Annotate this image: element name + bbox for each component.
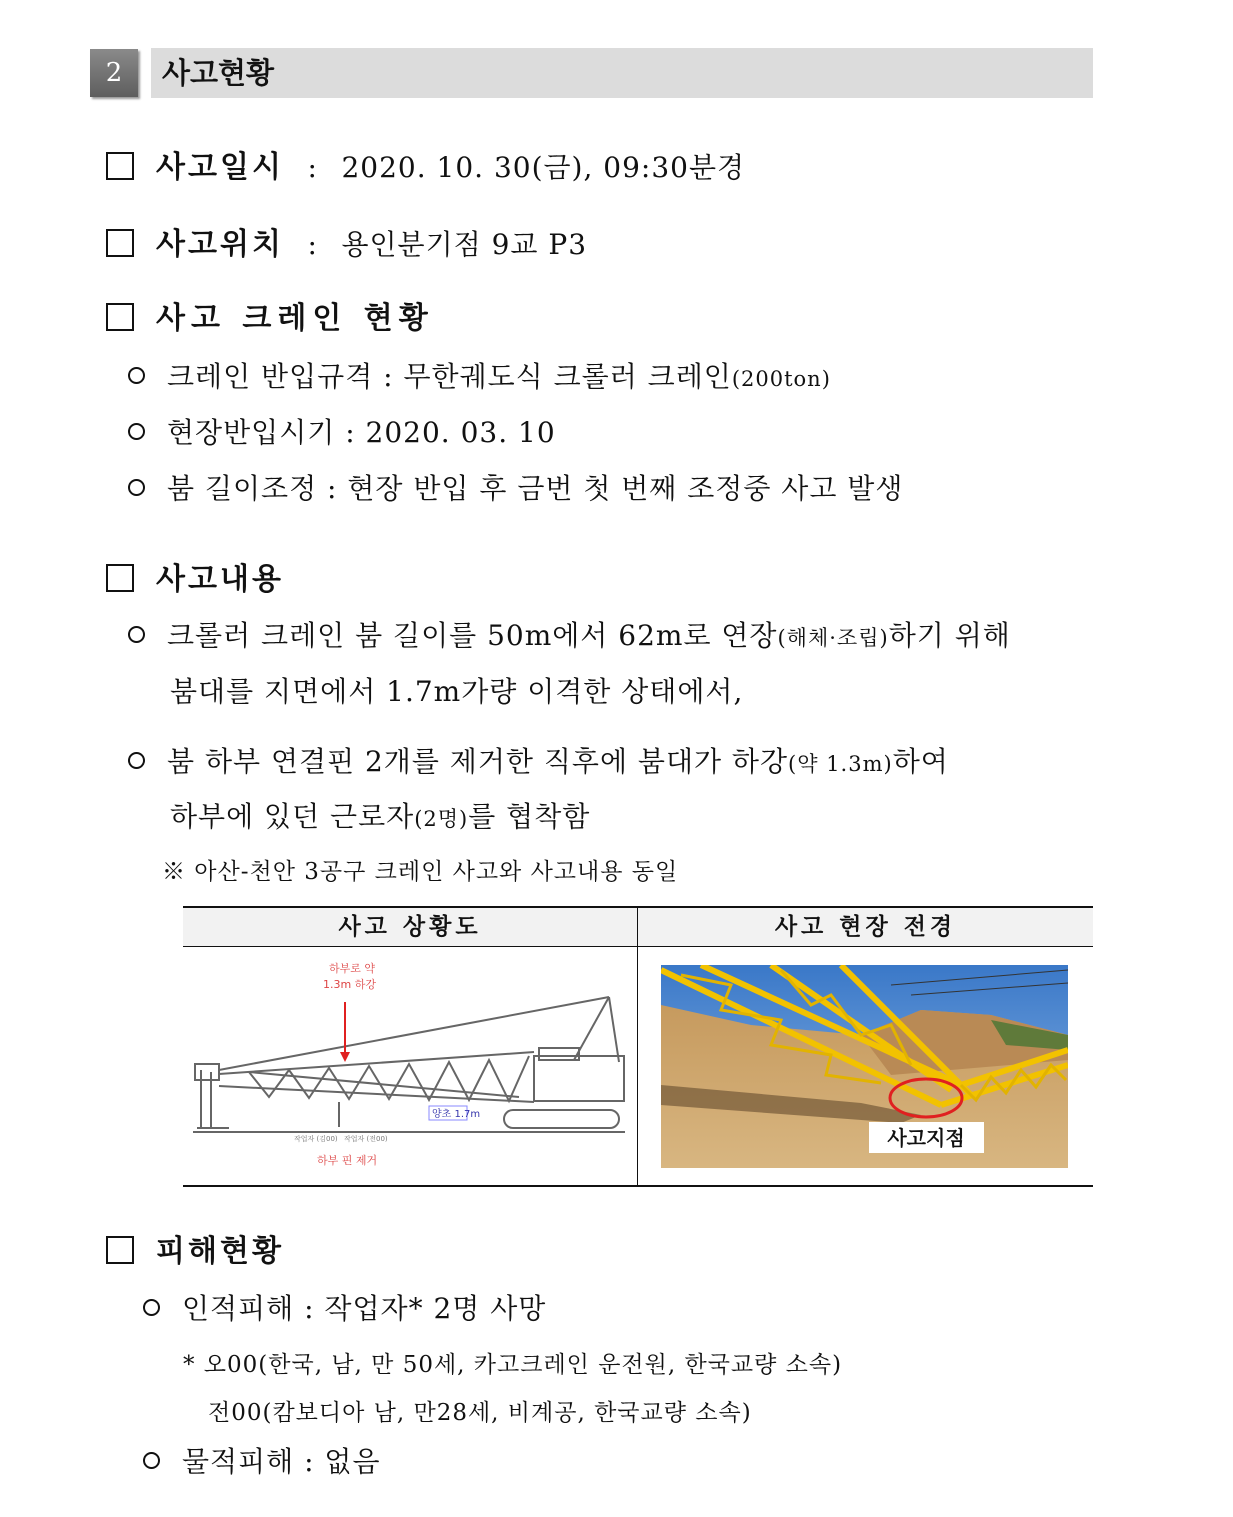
circle-bullet-icon xyxy=(128,752,145,769)
crane-arrival-text: 현장반입시기 : 2020. 03. 10 xyxy=(167,416,556,449)
accident-datetime-label: 사고일시 xyxy=(156,150,284,185)
checkbox-square-icon xyxy=(106,152,134,180)
content-item-2-line1 xyxy=(128,740,949,780)
colon: : xyxy=(307,228,318,261)
circle-bullet-icon xyxy=(128,479,145,496)
diagram-worker-label-1: 작업자 (김00) xyxy=(294,1135,338,1143)
circle-bullet-icon xyxy=(143,1452,160,1469)
victim-1: * 오00(한국, 남, 만 50세, 카고크레인 운전원, 한국교량 소속) xyxy=(183,1352,843,1378)
circle-bullet-icon xyxy=(128,626,145,643)
accident-content-heading: 사고내용 xyxy=(156,562,284,597)
photo-header: 사고 현장 전경 xyxy=(638,908,1093,947)
accident-location-row xyxy=(106,219,587,263)
content-item-1-line2: 붐대를 지면에서 1.7m가량 이격한 상태에서, xyxy=(170,675,744,708)
crane-accident-diagram xyxy=(189,952,629,1182)
section-number: 2 xyxy=(90,49,138,97)
content-item-2-line2-a: 하부에 있던 근로자 xyxy=(170,800,415,833)
victim-2: 전00(캄보디아 남, 만28세, 비계공, 한국교량 소속) xyxy=(208,1400,752,1426)
damage-heading-row xyxy=(106,1226,284,1270)
boom-adjust-text: 붐 길이조정 : 현장 반입 후 금번 첫 번째 조정중 사고 발생 xyxy=(167,472,904,505)
accident-content-heading-row xyxy=(106,554,284,598)
human-damage-item xyxy=(143,1287,546,1327)
section-title: 사고현황 xyxy=(162,56,275,90)
accident-site-photo xyxy=(661,965,1068,1168)
diagram-worker-label-2: 작업자 (전00) xyxy=(344,1135,388,1143)
damage-heading: 피해현황 xyxy=(156,1234,284,1269)
same-accident-note: ※ 아산-천안 3공구 크레인 사고와 사고내용 동일 xyxy=(162,859,679,885)
crane-spec-item xyxy=(128,355,831,395)
human-damage-text: 인적피해 : 작업자* 2명 사망 xyxy=(182,1292,547,1325)
content-item-2-text-a: 붐 하부 연결핀 2개를 제거한 직후에 붐대가 하강 xyxy=(167,745,789,778)
section-title-bar xyxy=(151,48,1093,98)
accident-location-label: 사고위치 xyxy=(156,227,284,262)
content-item-2-small: (약 1.3m) xyxy=(788,752,893,776)
colon: : xyxy=(307,151,318,184)
crane-spec-text: 크레인 반입규격 : 무한궤도식 크롤러 크레인 xyxy=(167,360,732,393)
circle-bullet-icon xyxy=(143,1299,160,1316)
content-item-1-small: (해체·조립) xyxy=(777,626,889,650)
content-item-1-text-a: 크롤러 크레인 붐 길이를 50m에서 62m로 연장 xyxy=(167,619,778,652)
diagram-drop-label-1: 하부로 약 xyxy=(329,962,376,975)
diagram-drop-label-2: 1.3m 하강 xyxy=(323,978,376,991)
content-item-2-line2-small: (2명) xyxy=(414,807,469,831)
property-damage-item xyxy=(143,1440,381,1480)
content-item-1-line1 xyxy=(128,614,1011,654)
checkbox-square-icon xyxy=(106,1236,134,1264)
content-item-2-line2-b: 를 협착함 xyxy=(468,800,591,833)
content-item-2-line2 xyxy=(170,795,590,835)
checkbox-square-icon xyxy=(106,564,134,592)
accident-location-value: 용인분기점 9교 P3 xyxy=(341,228,588,261)
content-item-1-text-b: 하기 위해 xyxy=(888,619,1011,652)
accident-point-label: 사고지점 xyxy=(887,1126,965,1150)
checkbox-square-icon xyxy=(106,303,134,331)
figure-table xyxy=(183,906,1093,1187)
accident-datetime-value: 2020. 10. 30(금), 09:30분경 xyxy=(341,151,746,184)
diagram-header: 사고 상황도 xyxy=(183,908,637,947)
figure-column-divider xyxy=(637,908,638,1185)
diagram-lift-label: 양초 1.7m xyxy=(432,1109,481,1120)
content-item-2-text-b: 하여 xyxy=(892,745,949,778)
crane-status-heading-row xyxy=(106,293,434,337)
crane-arrival-item xyxy=(128,411,556,451)
crane-spec-small: (200ton) xyxy=(731,367,831,391)
crane-status-heading: 사고 크레인 현황 xyxy=(156,301,434,336)
boom-adjust-item xyxy=(128,467,903,507)
property-damage-text: 물적피해 : 없음 xyxy=(182,1445,381,1478)
circle-bullet-icon xyxy=(128,367,145,384)
checkbox-square-icon xyxy=(106,229,134,257)
accident-datetime-row xyxy=(106,142,745,186)
diagram-pin-label: 하부 핀 제거 xyxy=(317,1154,378,1167)
circle-bullet-icon xyxy=(128,423,145,440)
